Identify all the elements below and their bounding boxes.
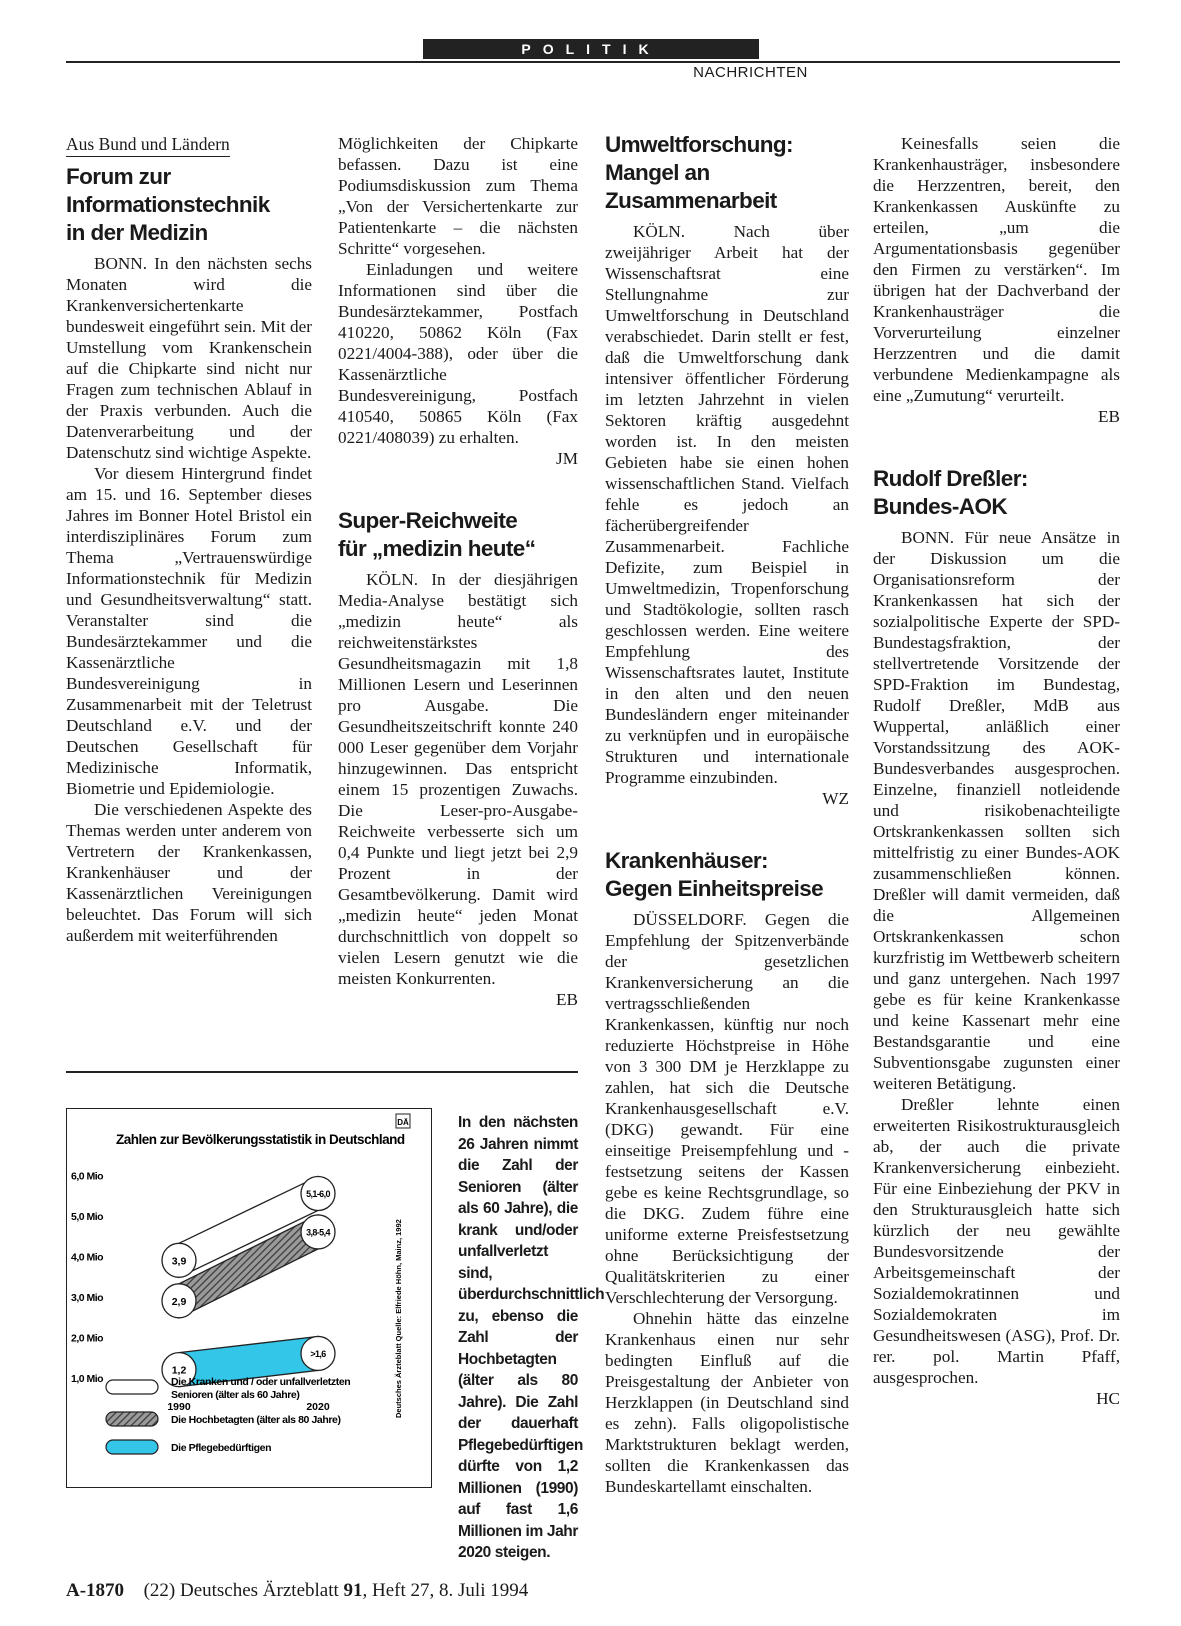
krankenhaus-paragraph-1: DÜSSELDORF. Gegen die Empfehlung der Spitzenverbände der gesetzlichen Krankenversicherung an die vertragsschließenden Krankenkassen, künftig nur noch reduzierte Höchstpreise in Höhe von 3 300 DM je Herzklappe zu zahlen, hat sich die Deutsche Krankenhausgesellschaft e.V. (DKG) gewandt. Für eine einseitige Preisempfehlung und -festsetzung seitens der Kassen gebe es keine Rechtsgrundlage, so die DKG. Zudem führe eine uniforme externe Preisfestsetzung ohne Berücksichtigung der Qualitätskriterien zu einer Verschlechterung der Versorgung.: [605, 910, 849, 1307]
section-title: POLITIK: [521, 41, 661, 57]
column-3: [605, 133, 849, 1497]
x-tick-label: 2020: [306, 1401, 330, 1413]
section-banner: [423, 39, 759, 59]
forum-signature: JM: [556, 449, 578, 468]
chart-title: Zahlen zur Bevölkerungsstatistik in Deutschland: [116, 1132, 405, 1147]
headline-umwelt: Umweltforschung: Mangel an Zusammenarbeit: [605, 132, 793, 213]
dressler-paragraph-2: Dreßler lehnte einen erweiterten Risikostrukturausgleich ab, der auch die private Krankenversicherung einbezieht. Für eine Einbeziehung der PKV in den Strukturausgleich hatte sich kürzlich der neu gewählte Bundesvorsitzende der Arbeitsgemeinschaft der Sozialdemokratinnen und Sozialdemokraten im Gesundheitswesen (ASG), Prof. Dr. rer. pol. Martin Pfaff, ausgesprochen.: [873, 1095, 1120, 1387]
chart-caption: In den nächsten 26 Jahren nimmt die Zahl der Senioren (älter als 60 Jahre), die krank und/oder unfallverletzt sind, überdurchschnittlich zu, ebenso die Zahl der Hochbetagten (älter als 80 Jahre). Die Zahl der dauerhaft Pflegebedürftigen dürfte von 1,2 Millionen (1990) auf fast 1,6 Millionen im Jahr 2020 steigen.: [458, 1114, 605, 1561]
legend-swatch: [106, 1380, 158, 1394]
kicker: Aus Bund und Ländern: [66, 133, 230, 157]
column-1: [66, 133, 312, 946]
krankenhaus-paragraph-3: Keinesfalls seien die Krankenhausträger, insbesondere die Herzzentren, bereit, den Krankenkassen Auskünfte zu erteilen, „um die Argumentationsbasis gegenüber den Firmen zu verstärken“. Im übrigen hat der Dachverband der Krankenhausträger die Vorverurteilung einzelner Herzzentren und die damit verbundene Medienkampagne als eine „Zumutung“ verurteilt.: [873, 134, 1120, 405]
dressler-paragraph-1: BONN. Für neue Ansätze in der Diskussion um die Organisationsreform der Krankenkassen hat sich der sozialpolitische Experte der SPD-Bundestagsfraktion, der stellvertretende Vorsitzende der SPD-Fraktion im Bundestag, Rudolf Dreßler, MdB aus Wuppertal, anläßlich einer Vorstandssitzung des AOK-Bundesverbandes ausgesprochen. Einzelne, finanziell notleidende und risikobenachteiligte Ortskrankenkassen sollten sich mittelfristig zu einer Bundes-AOK zusammenschließen können. Dreßler will damit vermeiden, daß die Allgemeinen Ortskrankenkassen schon kurzfristig im Wettbewerb scheitern und ganz untergehen. Nach 1997 gebe es für keine Krankenkasse und keine Kassenart mehr eine Bestandsgarantie und eine Subventionsgabe zugunsten einer weiteren Betätigung.: [873, 528, 1120, 1093]
citation-volume: 91: [343, 1580, 363, 1601]
chart-plot: [71, 1114, 410, 1454]
headline-krankenhaus: Krankenhäuser: Gegen Einheitspreise: [605, 848, 824, 901]
chart-source: Deutsches Ärzteblatt Quelle: Elfriede Höhn, Mainz, 1992: [394, 1219, 403, 1418]
legend-label: Die Hochbetagten (älter als 80 Jahre): [171, 1414, 341, 1426]
population-chart: [66, 1108, 432, 1488]
subsection-title: NACHRICHTEN: [693, 64, 808, 81]
series-start-label: 3,9: [171, 1255, 187, 1268]
series-start-label: 2,9: [171, 1295, 187, 1308]
forum-paragraph-2: Vor diesem Hintergrund findet am 15. und 16. September dieses Jahres im Bonner Hotel Bristol ein interdisziplinäres Forum zum Thema „Vertrauenswürdige Informationstechnik für Medizin und Gesundheitsverwaltung“ statt. Veranstalter sind die Bundesärztekammer und die Kassenärztliche Bundesvereinigung in Zusammenarbeit mit der Teletrust Deutschland e.V. und der Deutschen Gesellschaft für Medizinische Informatik, Biometrie und Epidemiologie.: [66, 464, 312, 798]
forum-paragraph-1: BONN. In den nächsten sechs Monaten wird die Krankenversichertenkarte bundesweit eingeführt sein. Mit der Umstellung vom Krankenschein auf die Chipkarte sind nicht nur Fragen zum technischen Ablauf in der Praxis verbunden. Auch die Datenverarbeitung und der Datenschutz sind wichtige Aspekte.: [66, 254, 312, 462]
krankenhaus-signature: EB: [1098, 407, 1120, 426]
headline-dressler: Rudolf Dreßler: Bundes-AOK: [873, 466, 1028, 519]
series-end-label: 5,1-6,0: [306, 1188, 330, 1199]
legend-swatch: [106, 1440, 158, 1454]
forum-paragraph-4: Möglichkeiten der Chipkarte befassen. Dazu ist eine Podiumsdiskussion zum Thema „Von der Versichertenkarte zur Patientenkarte – die nächsten Schritte“ vorgesehen.: [338, 134, 578, 258]
series-end-label: 3,8-5,4: [306, 1227, 330, 1238]
umwelt-paragraph-1: KÖLN. Nach über zweijähriger Arbeit hat der Wissenschaftsrat eine Stellungnahme zur Umweltforschung in Deutschland verabschiedet. Darin stellt er fest, daß die Umweltforschung dank intensiver öffentlicher Förderung im letzten Jahrzehnt in vielen Sektoren kräftig ausgedehnt worden ist. In den meisten Gebieten habe sie einen hohen wissenschaftlichen Stand. Vielfach fehle es jedoch an fächerübergreifender Zusammenarbeit. Fachliche Defizite, zum Beispiel in Umweltmedizin, Tropenforschung und Stadtökologie, sollten rasch geschlossen werden. Eine weitere Empfehlung des Wissenschaftsrates lautet, Institute in den alten und den neuen Bundesländern enger miteinander zu verknüpfen und in europäische Strukturen und internationale Programme einzubinden.: [605, 222, 849, 787]
forum-paragraph-3: Die verschiedenen Aspekte des Themas werden unter anderem von Vertretern der Krankenkassen, Krankenhäuser und der Kassenärztlichen Vereinigungen beleuchtet. Das Forum will sich außerdem mit weiterführenden: [66, 800, 312, 945]
citation-prefix: (22) Deutsches Ärzteblatt: [143, 1580, 344, 1601]
umwelt-signature: WZ: [822, 789, 849, 808]
y-tick-label: 1,0 Mio: [71, 1372, 104, 1385]
legend-label-line2: Senioren (älter als 60 Jahre): [171, 1389, 300, 1401]
series-start-label: 1,2: [171, 1364, 187, 1377]
column-2: [338, 133, 578, 1010]
legend-label: Die Pflegebedürftigen: [171, 1442, 272, 1454]
y-tick-label: 2,0 Mio: [71, 1332, 104, 1345]
y-tick-label: 6,0 Mio: [71, 1170, 104, 1183]
series-end-label: >1,6: [310, 1348, 326, 1359]
chart-divider: [66, 1071, 578, 1073]
dressler-signature: HC: [1096, 1389, 1120, 1408]
headline-forum: Forum zur Informationstechnik in der Medizin: [66, 164, 270, 245]
x-tick-label: 1990: [167, 1401, 191, 1413]
y-tick-label: 3,0 Mio: [71, 1291, 104, 1304]
header-rule: [66, 61, 1120, 63]
chart-logo: DÄ: [397, 1118, 409, 1127]
legend-swatch: [106, 1412, 158, 1426]
krankenhaus-paragraph-2: Ohnehin hätte das einzelne Krankenhaus einen nur sehr bedingten Einfluß auf die Preisgestaltung der Anbieter von Herzklappen (in Deutschland sind es zehn). Falls oligopolistische Marktstrukturen beklagt werden, sollten die Krankenkassen das Bundeskartellamt einschalten.: [605, 1309, 849, 1496]
reichweite-paragraph-1: KÖLN. In der diesjährigen Media-Analyse bestätigt sich „medizin heute“ als reichweitenstärkstes Gesundheitsmagazin mit 1,8 Millionen Lesern und Leserinnen pro Ausgabe. Die Gesundheitszeitschrift konnte 240 000 Leser gegenüber dem Vorjahr hinzugewinnen. Das entspricht einem 15 prozentigen Zuwachs. Die Leser-pro-Ausgabe-Reichweite verbesserte sich um 0,4 Punkte und liegt jetzt bei 2,9 Prozent in der Gesamtbevölkerung. Damit wird „medizin heute“ jeden Monat durchschnittlich von doppelt so vielen Lesern genutzt wie die meisten Konkurrenten.: [338, 570, 578, 988]
y-tick-label: 4,0 Mio: [71, 1251, 104, 1264]
column-4: [873, 133, 1120, 1409]
y-tick-label: 5,0 Mio: [71, 1210, 104, 1223]
reichweite-signature: EB: [556, 990, 578, 1009]
forum-paragraph-5: Einladungen und weitere Informationen sind über die Bundesärztekammer, Postfach 410220, 50862 Köln (Fax 0221/4004-388), oder über die Kassenärztliche Bundesvereinigung, Postfach 410540, 50865 Köln (Fax 0221/408039) zu erhalten.: [338, 260, 578, 447]
citation-suffix: , Heft 27, 8. Juli 1994: [362, 1580, 529, 1601]
page-number: A-1870: [66, 1580, 125, 1601]
page-footer: [66, 1580, 528, 1602]
headline-reichweite: Super-Reichweite für „medizin heute“: [338, 508, 536, 561]
legend-label-line1: Die Kranken und / oder unfallverletzten: [171, 1376, 351, 1388]
